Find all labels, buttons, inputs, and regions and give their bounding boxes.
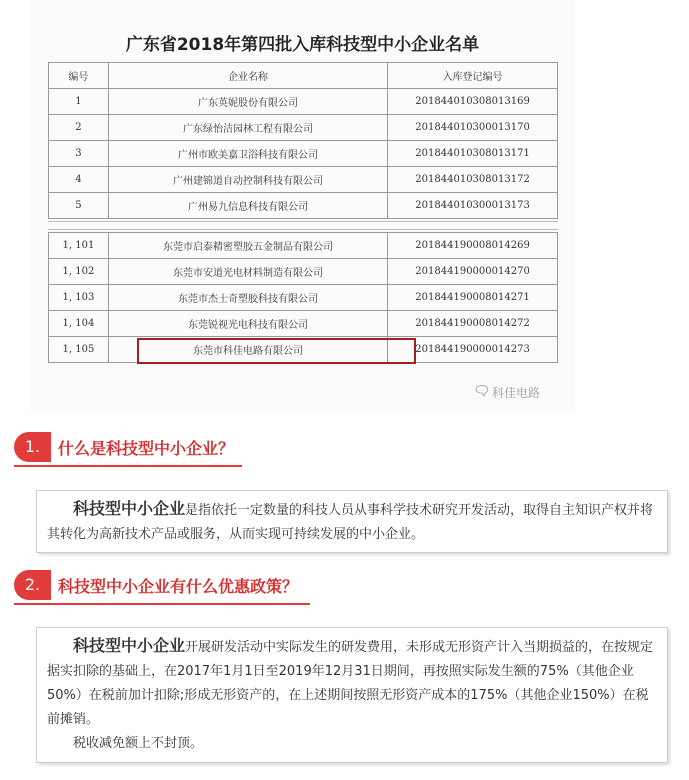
section-2-note: 税收减免额上不封顶。 [73,736,204,751]
row-reg-no: 201844190000014270 [388,259,558,285]
header-company: 企业名称 [108,63,387,89]
table-row [49,115,558,141]
row-company: 广州建锦道自动控制科技有限公司 [108,167,387,193]
table-row [49,285,558,311]
table-row [49,89,558,115]
highlight-box [137,338,416,364]
lead-term: 科技型中小企业 [73,636,186,655]
section-2-paragraph [47,634,657,732]
row-reg-no: 201844010300013170 [388,115,558,141]
table-row [49,167,558,193]
table-row [49,259,558,285]
header-reg-no: 入库登记编号 [388,63,558,89]
row-company: 东莞市杰士奇塑胶科技有限公司 [108,285,387,311]
row-number: 1, 104 [49,311,109,337]
row-number: 1 [49,89,109,115]
section-number-badge: 2. [14,570,51,600]
row-reg-no: 201844190008014271 [388,285,558,311]
row-number: 3 [49,141,109,167]
section-title: 什么是科技型中小企业？ [58,439,235,458]
row-company: 广州市欧美嘉卫浴科技有限公司 [108,141,387,167]
table-row [49,193,558,219]
row-reg-no: 201844010300013173 [388,193,558,219]
row-reg-no: 201844190008014272 [388,311,558,337]
document-image [30,0,575,412]
document-title: 广东省2018年第四批入库科技型中小企业名单 [125,35,480,55]
table-header-row [49,63,558,89]
row-company: 广东绿怡洁园林工程有限公司 [108,115,387,141]
watermark-text: 科佳电路 [492,386,541,400]
table-row [49,141,558,167]
company-table-top [48,62,558,219]
row-number: 1, 105 [49,337,109,363]
row-reg-no: 201844190000014273 [388,337,558,363]
section-1-textbox [36,490,668,553]
row-number: 1, 102 [49,259,109,285]
chat-bubble-icon [475,385,489,400]
section-2-textbox [36,627,668,763]
lead-term: 科技型中小企业 [73,499,186,518]
watermark [475,384,540,401]
row-company: 东莞锐视光电科技有限公司 [108,311,387,337]
section-number-badge: 1. [14,432,51,462]
paragraph-text: 开展研发活动中实际发生的研发费用，未形成无形资产计入当期损益的，在按规定据实扣除的基础上，在2017年1月1日至2019年12月31日期间，再按照实际发生额的75%（其他企业50%）在税前加计扣除;形成无形资产的，在上述期间按照无形资产成本的175%（其他企业150%）在税前摊销。 [47,640,654,727]
table-cut-line [48,229,558,230]
row-reg-no: 201844010308013171 [388,141,558,167]
row-number: 4 [49,167,109,193]
row-company: 东莞市科佳电路有限公司 [108,337,387,363]
section-underline [14,603,310,605]
paragraph-text: 是指依托一定数量的科技人员从事科学技术研究开发活动，取得自主知识产权并将其转化为高新技术产品或服务，从而实现可持续发展的中小企业。 [47,503,654,542]
section-title: 科技型中小企业有什么优惠政策？ [58,577,299,596]
row-reg-no: 201844190008014269 [388,233,558,259]
row-number: 1, 103 [49,285,109,311]
row-number: 5 [49,193,109,219]
row-company: 东莞市启泰精密塑胶五金制品有限公司 [108,233,387,259]
row-number: 1, 101 [49,233,109,259]
row-reg-no: 201844010308013169 [388,89,558,115]
row-number: 2 [49,115,109,141]
header-number: 编号 [49,63,109,89]
row-reg-no: 201844010308013172 [388,167,558,193]
section-1-paragraph [47,497,657,547]
table-row [49,233,558,259]
section-underline [14,465,242,467]
table-cut-line [48,221,558,222]
row-company: 广东英妮股份有限公司 [108,89,387,115]
table-row [49,311,558,337]
row-company: 广州易九信息科技有限公司 [108,193,387,219]
row-company: 东莞市安道光电材料制造有限公司 [108,259,387,285]
